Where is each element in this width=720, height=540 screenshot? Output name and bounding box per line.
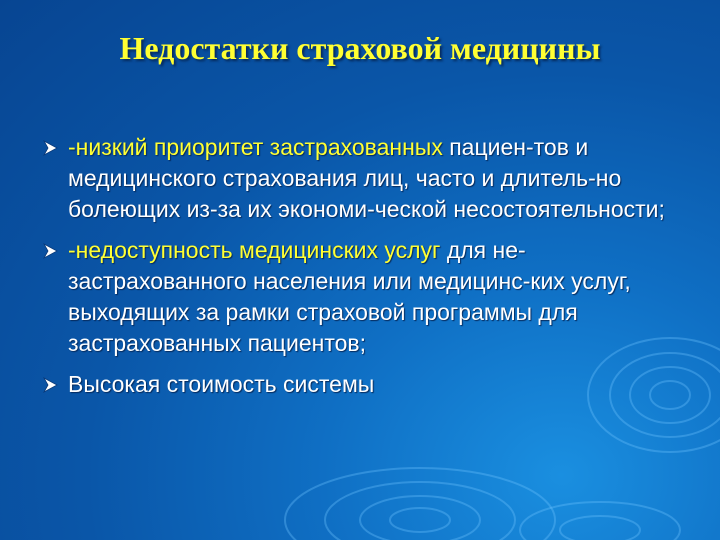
bullet-text: для не-застрахованного населения или медицинс-ких услуг, выходящих за рамки страховой программы для застрахованных пациентов; — [68, 237, 631, 356]
slide-title: Недостатки страховой медицины — [119, 30, 601, 66]
arrow-bullet-icon — [42, 243, 58, 259]
arrow-bullet-icon — [42, 140, 58, 156]
bullet-highlight: -низкий приоритет застрахованных — [68, 134, 443, 160]
bullet-text: пациен-тов и медицинского страхования лиц, часто и длитель-но болеющих из-за их экономи-ческой несостоятельности; — [68, 134, 665, 222]
bullet-item — [36, 235, 696, 359]
bullet-highlight: -недоступность медицинских услуг — [68, 237, 441, 263]
bullet-list — [36, 132, 696, 410]
bullet-item — [36, 132, 696, 225]
arrow-bullet-icon — [42, 377, 58, 393]
bullet-text: Высокая стоимость системы — [68, 371, 375, 397]
bullet-item — [36, 369, 696, 400]
